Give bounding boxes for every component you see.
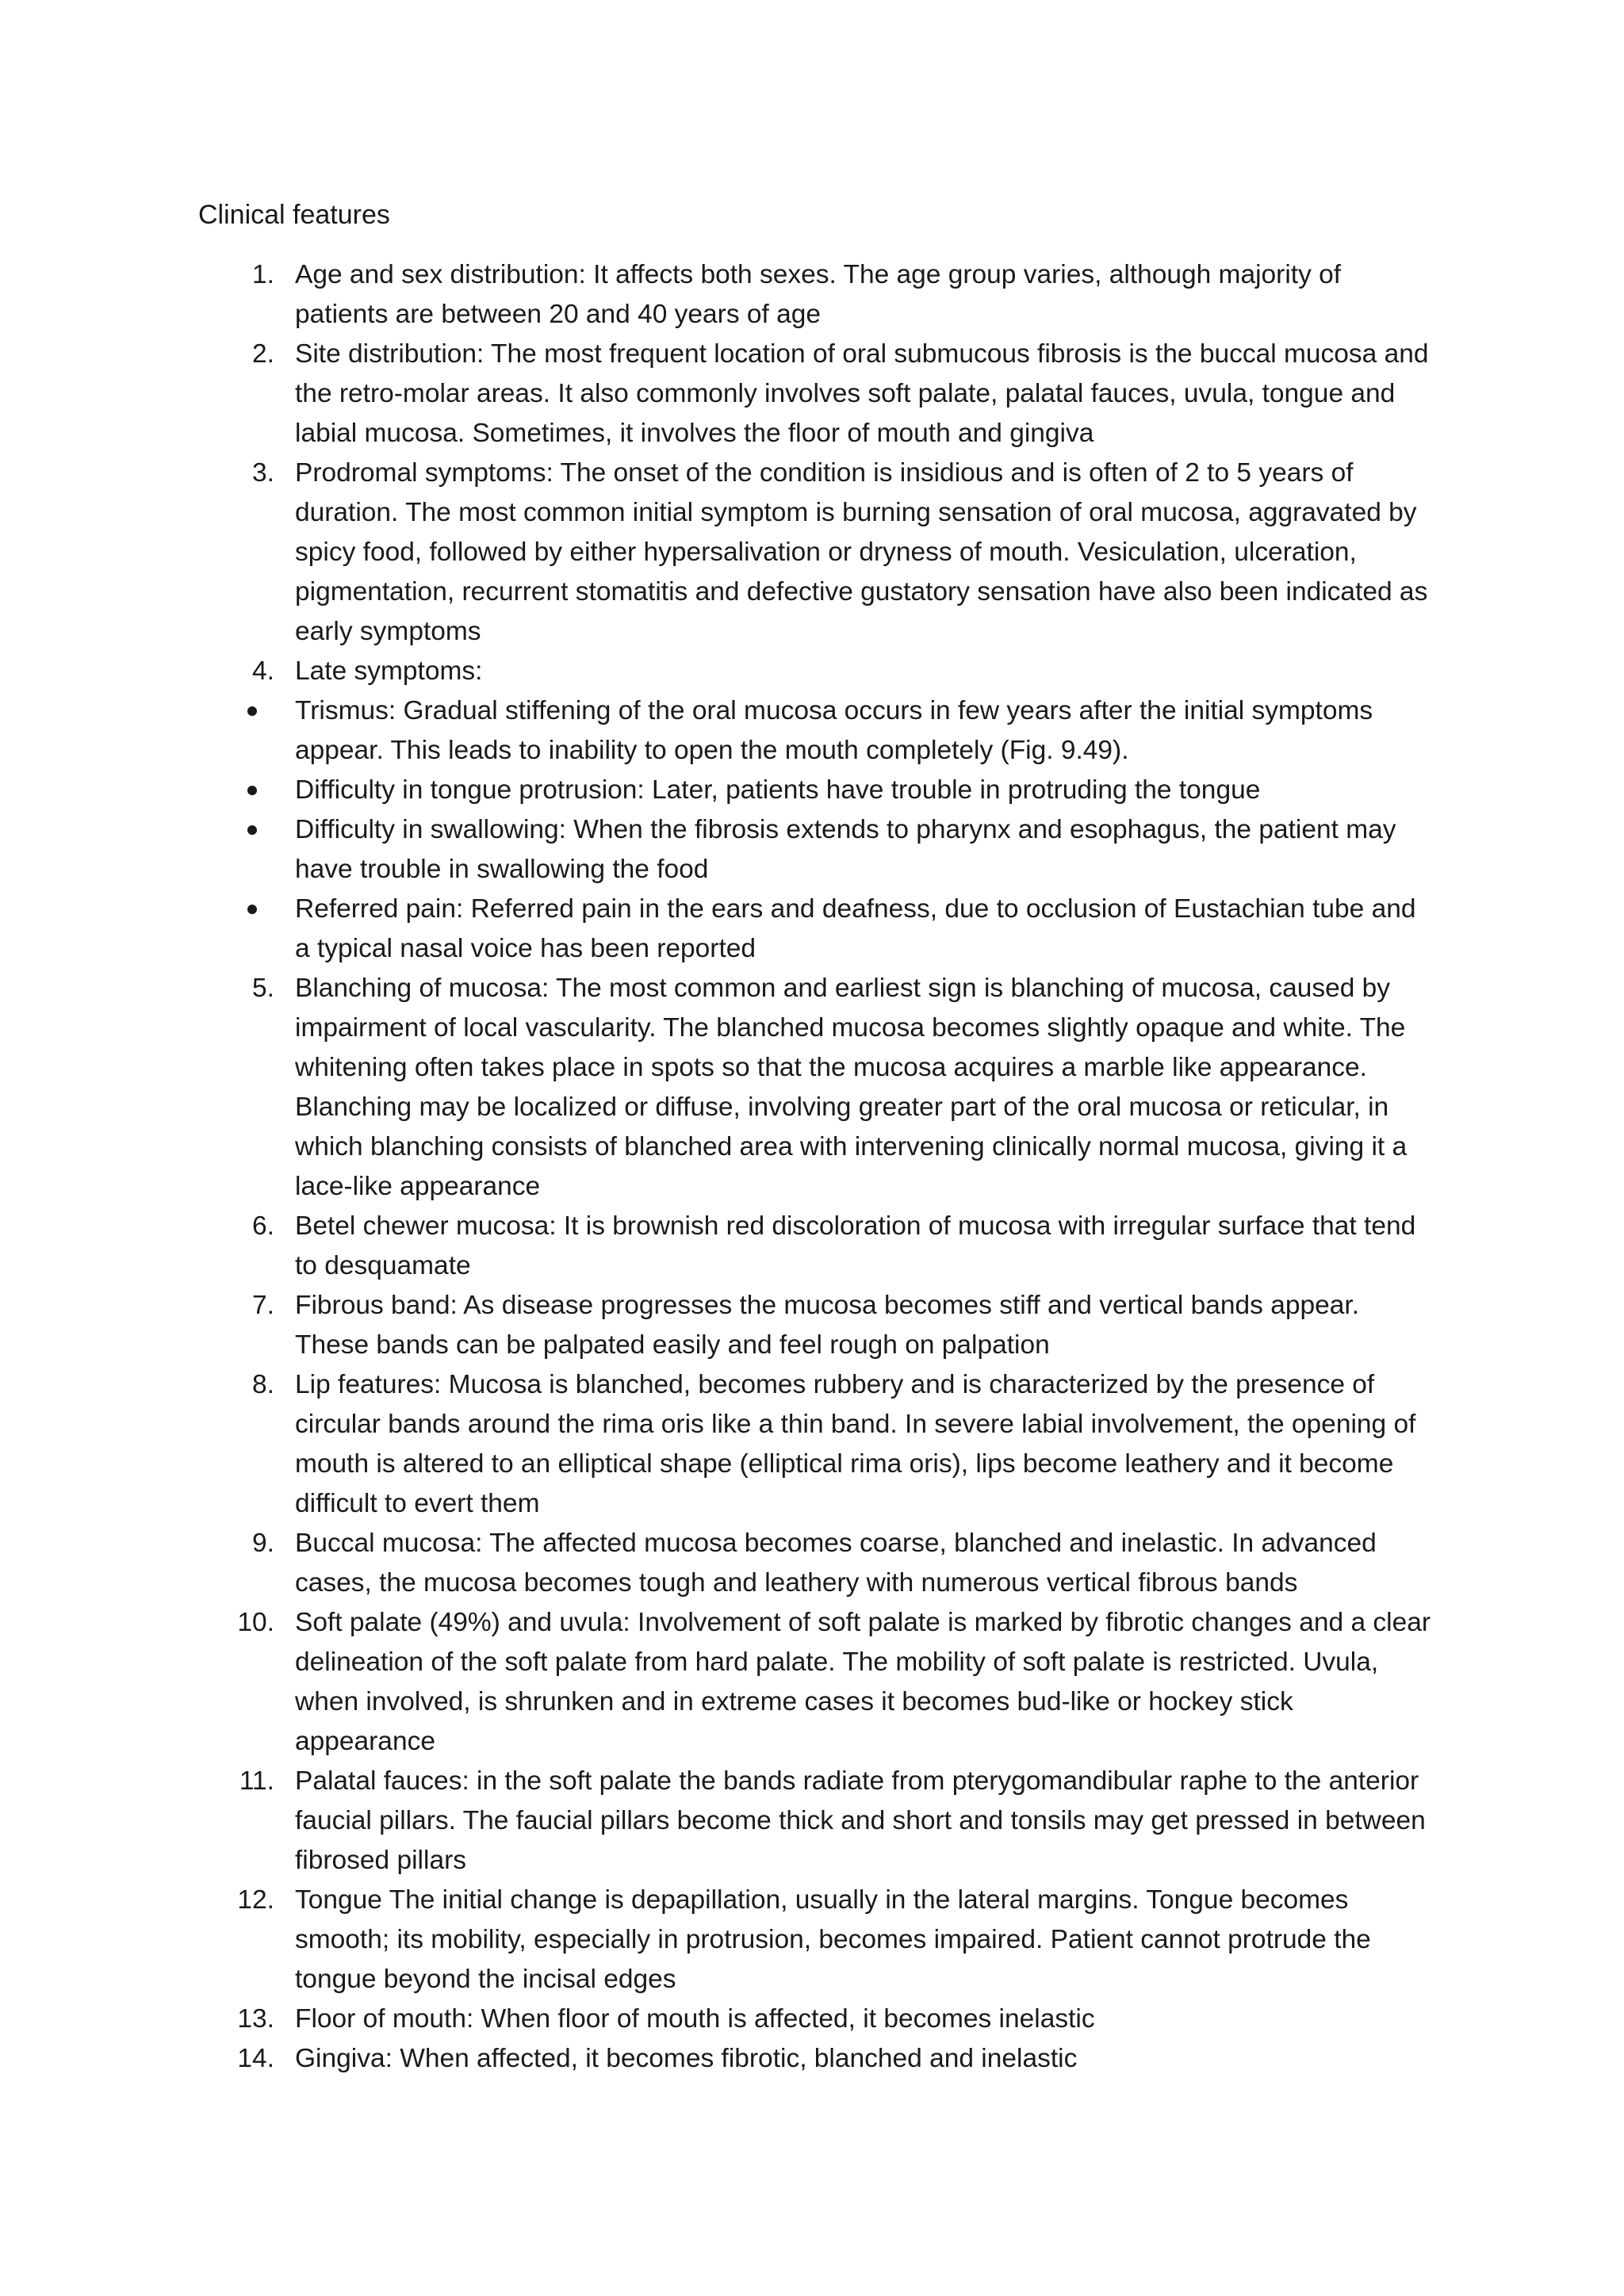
section-heading: Clinical features xyxy=(198,200,390,230)
numbered-list-item xyxy=(198,2039,1435,2079)
numbered-list-item xyxy=(198,1524,1435,1603)
numbered-list-item xyxy=(198,1603,1435,1762)
numbered-list-item xyxy=(198,1286,1435,1365)
list-number: 11. xyxy=(239,1766,274,1796)
list-item-text: Site distribution: The most frequent location of oral submucous fibrosis is the buccal mucosa and the retro-molar areas. It also commonly involves soft palate, palatal fauces, uvula, tongue and labial mucosa. Sometimes, it involves the floor of mouth and gingiva xyxy=(295,339,1429,448)
bullet-list-item xyxy=(198,890,1435,969)
list-number: 10. xyxy=(237,1608,274,1637)
numbered-list-item xyxy=(198,1999,1435,2039)
bullet-icon xyxy=(247,786,257,795)
list-item-text: Trismus: Gradual stiffening of the oral mucosa occurs in few years after the initial symptoms appear. This leads to inability to open the mouth completely (Fig. 9.49). xyxy=(295,696,1373,765)
list-item-text: Palatal fauces: in the soft palate the bands radiate from pterygomandibular raphe to the anterior faucial pillars. The faucial pillars become thick and short and tonsils may get pressed in between fibrosed pillars xyxy=(295,1766,1426,1875)
list-number: 13. xyxy=(237,2004,274,2034)
numbered-list-item xyxy=(198,255,1435,335)
list-number: 1. xyxy=(252,260,274,289)
list-item-text: Gingiva: When affected, it becomes fibrotic, blanched and inelastic xyxy=(295,2044,1078,2073)
list-item-text: Lip features: Mucosa is blanched, becomes rubbery and is characterized by the presence of circular bands around the rima oris like a thin band. In severe labial involvement, the opening of mouth is altered to an elliptical shape (elliptical rima oris), lips become leathery and it become difficult to evert them xyxy=(295,1370,1416,1518)
list-item-text: Soft palate (49%) and uvula: Involvement of soft palate is marked by fibrotic changes and a clear delineation of the soft palate from hard palate. The mobility of soft palate is restricted. Uvula, when involved, is shrunken and in extreme cases it becomes bud-like or hockey stick appearance xyxy=(295,1608,1431,1756)
bullet-icon xyxy=(247,825,257,835)
list-number: 6. xyxy=(252,1211,274,1241)
bullet-list-item xyxy=(198,810,1435,890)
list-item-text: Difficulty in tongue protrusion: Later, patients have trouble in protruding the tongue xyxy=(295,775,1261,805)
numbered-list-item xyxy=(198,652,1435,691)
list-item-text: Late symptoms: xyxy=(295,656,483,686)
list-number: 12. xyxy=(237,1885,274,1915)
list-number: 9. xyxy=(252,1529,274,1558)
numbered-list-item xyxy=(198,969,1435,1207)
list-item-text: Buccal mucosa: The affected mucosa becomes coarse, blanched and inelastic. In advanced cases, the mucosa becomes tough and leathery with numerous vertical fibrous bands xyxy=(295,1529,1377,1598)
numbered-list-item xyxy=(198,1762,1435,1881)
list-item-text: Prodromal symptoms: The onset of the condition is insidious and is often of 2 to 5 years of duration. The most common initial symptom is burning sensation of oral mucosa, aggravated by spicy food, followed by either hypersalivation or dryness of mouth. Vesiculation, ulceration, pigmentation, recurrent stomatitis and defective gustatory sensation have also been indicated as early symptoms xyxy=(295,458,1428,646)
numbered-list-item xyxy=(198,1365,1435,1524)
bullet-icon xyxy=(247,706,257,716)
clinical-features-list xyxy=(198,255,1435,2079)
list-number: 5. xyxy=(252,974,274,1003)
bullet-icon xyxy=(247,905,257,914)
list-item-text: Age and sex distribution: It affects both sexes. The age group varies, although majority of patients are between 20 and 40 years of age xyxy=(295,260,1342,329)
list-item-text: Floor of mouth: When floor of mouth is affected, it becomes inelastic xyxy=(295,2004,1095,2034)
list-item-text: Fibrous band: As disease progresses the mucosa becomes stiff and vertical bands appear. These bands can be palpated easily and feel rough on palpation xyxy=(295,1291,1360,1360)
bullet-list-item xyxy=(198,771,1435,810)
list-number: 4. xyxy=(252,656,274,686)
list-number: 7. xyxy=(252,1291,274,1320)
list-number: 3. xyxy=(252,458,274,488)
list-item-text: Blanching of mucosa: The most common and earliest sign is blanching of mucosa, caused by impairment of local vascularity. The blanched mucosa becomes slightly opaque and white. The whitening often takes place in spots so that the mucosa acquires a marble like appearance. Blanching may be localized or diffuse, involving greater part of the oral mucosa or reticular, in which blanching consists of blanched area with intervening clinically normal mucosa, giving it a lace-like appearance xyxy=(295,974,1408,1201)
list-number: 2. xyxy=(252,339,274,369)
numbered-list-item xyxy=(198,335,1435,453)
list-number: 14. xyxy=(237,2044,274,2073)
list-number: 8. xyxy=(252,1370,274,1399)
numbered-list-item xyxy=(198,1881,1435,1999)
list-item-text: Tongue The initial change is depapillation, usually in the lateral margins. Tongue becomes smooth; its mobility, especially in protrusion, becomes impaired. Patient cannot protrude the tongue beyond the incisal edges xyxy=(295,1885,1371,1994)
list-item-text: Difficulty in swallowing: When the fibrosis extends to pharynx and esophagus, the patient may have trouble in swallowing the food xyxy=(295,815,1396,884)
list-item-text: Referred pain: Referred pain in the ears and deafness, due to occlusion of Eustachian tube and a typical nasal voice has been reported xyxy=(295,894,1416,963)
list-item-text: Betel chewer mucosa: It is brownish red discoloration of mucosa with irregular surface that tend to desquamate xyxy=(295,1211,1416,1280)
numbered-list-item xyxy=(198,1207,1435,1286)
bullet-list-item xyxy=(198,691,1435,771)
numbered-list-item xyxy=(198,453,1435,652)
